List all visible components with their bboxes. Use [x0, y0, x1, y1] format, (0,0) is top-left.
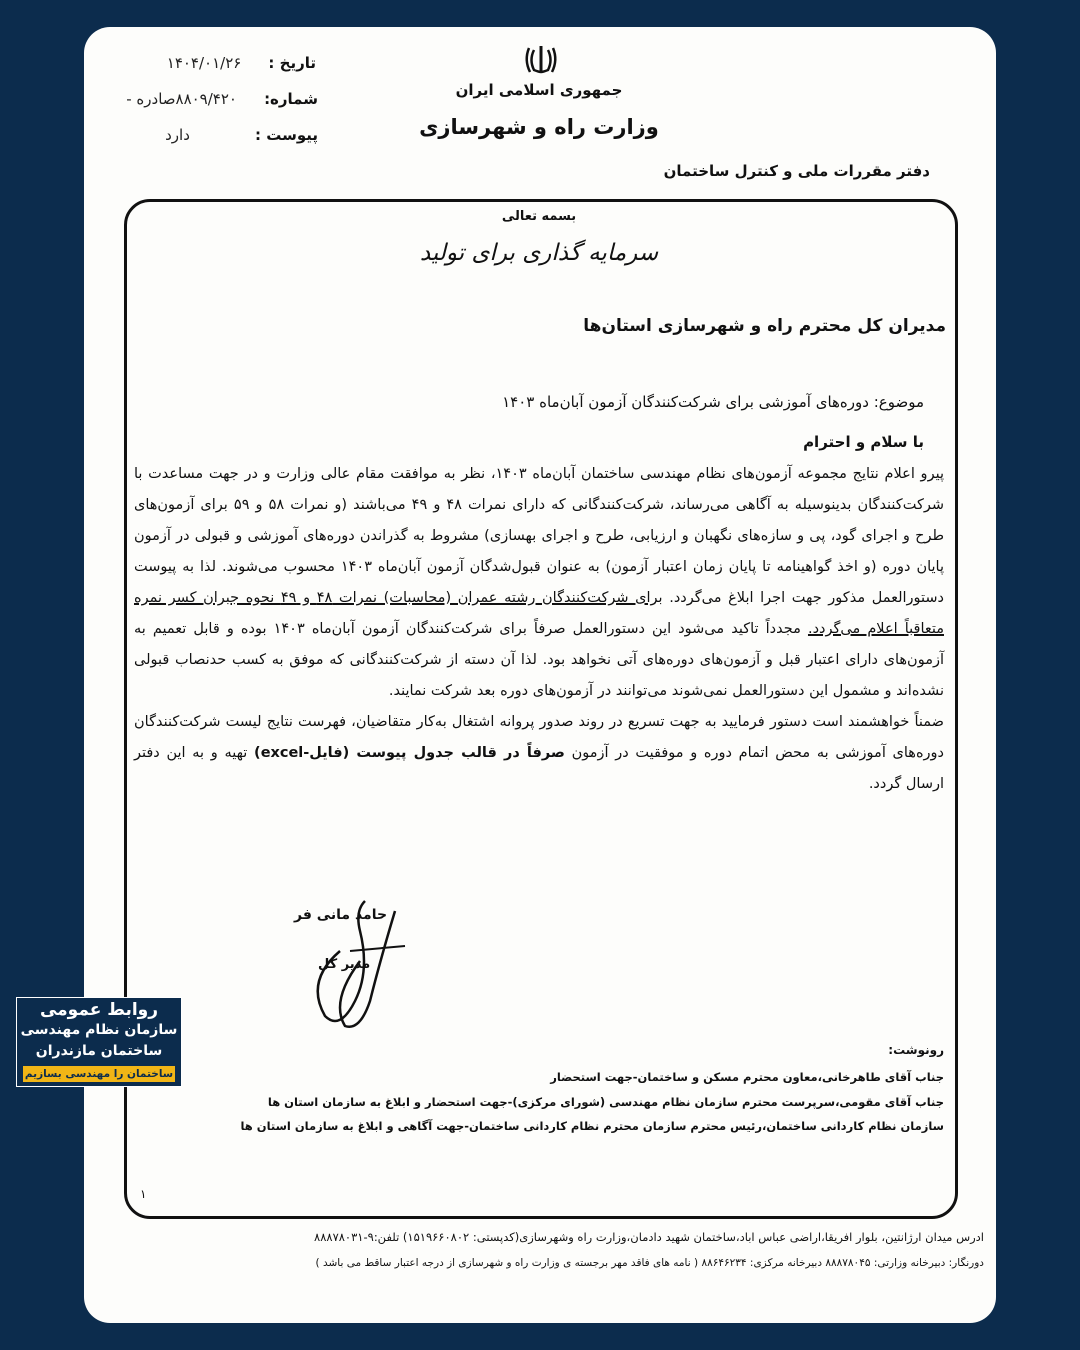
publisher-badge	[16, 997, 182, 1087]
paragraph-2-text-2: تهیه و به این دفتر ارسال گردد.	[134, 745, 944, 792]
office-name: دفتر مقررات ملی و کنترل ساختمان	[663, 162, 930, 180]
number-row	[88, 89, 318, 108]
attachment-label: پیوست :	[254, 126, 318, 144]
cc-item: جناب آقای مقومی،سرپرست محترم سازمان نظام مهندسی (شورای مرکزی)-جهت استحضار و ابلاغ به سازمان استان ها	[267, 1095, 944, 1109]
attachment-row	[118, 125, 318, 144]
recipient: مدیران کل محترم راه و شهرسازی استان‌ها	[583, 316, 946, 336]
date-row	[116, 53, 316, 72]
slogan: سرمایه گذاری برای تولید	[419, 240, 659, 266]
date-label: تاریخ :	[268, 54, 316, 72]
number-label: شماره:	[264, 90, 318, 108]
paragraph-2-text: ضمناً خواهشمند است دستور فرمایید به جهت تسریع در روند صدور پروانه اشتغال به‌کار متقاضیان، فهرست نتایج لیست شرکت‌کنندگان دوره‌های آموزشی به محض اتمام دوره و موفقیت در آزمون	[134, 714, 945, 761]
letter-page	[84, 27, 996, 1323]
paragraph-1-text: پیرو اعلام نتایج مجموعه آزمون‌های نظام مهندسی ساختمان آبان‌ماه ۱۴۰۳، نظر به موافقت مقام عالی وزارت و در جهت مساعدت با شرکت‌کنندگان بدینوسیله به آگاهی می‌رساند، شرکت‌کنندگانی که دارای نمرات ۴۸ و ۴۹ می‌باشند (و نمرات ۵۸ و ۵۹ برای آزمون‌های طرح و اجرای گود، پی و سازه‌های نگهبان و ارزیابی، طرح و اجرای بهسازی) مشروط به گذراندن دوره‌های آموزشی و قبولی در آزمون پایان دوره (و اخذ گواهینامه تا پایان زمان اعتبار آزمون) به عنوان قبول‌شدگان آزمون آبان‌ماه ۱۴۰۳ محسوب می‌شوند. لذا به پیوست دستورالعمل مذکور جهت اجرا ابلاغ می‌گردد.	[134, 466, 945, 606]
country-name: جمهوری اسلامی ایران	[455, 81, 623, 99]
letter-body	[134, 459, 944, 800]
paragraph-2-bold: صرفاً در قالب جدول پیوست (فایل-excel)	[254, 745, 565, 761]
badge-line-3: ساختمان مازندران	[35, 1043, 163, 1059]
paragraph-1-underlined: برای شرکت‌کنندگان رشته عمران (محاسبات) نمرات ۴۸ و ۴۹ نحوه جبران کسر نمره متعاقباً اعلام می‌گردد.	[134, 590, 944, 637]
paragraph-1-text-2: مجدداً تاکید می‌شود این دستورالعمل صرفاً برای شرکت‌کنندگان آزمون آبان‌ماه ۱۴۰۳ بوده و قابل تعمیم به آزمون‌های دارای اعتبار قبل و آزمون‌های دوره‌های آتی نخواهد بود. لذا آن دسته از شرکت‌کنندگانی که موفق به کسب حدنصاب قبولی نشده‌اند و مشمول این دستورالعمل نمی‌شوند می‌توانند در آزمون‌های دوره بعد شرکت نمایند.	[134, 621, 944, 699]
basmala: بسمه تعالی	[501, 209, 577, 224]
paragraph-1	[134, 459, 944, 707]
ministry-name: وزارت راه و شهرسازی	[419, 115, 659, 139]
date-value: ۱۴۰۴/۰۱/۲۶	[166, 54, 242, 72]
signer-name: حامد مانی فر	[294, 907, 388, 923]
page-number: ۱	[140, 1187, 147, 1201]
footer-secretariat: دورنگار: دبیرخانه وزارتی: ۸۸۸۷۸۰۴۵ دبیرخانه مرکزی: ۸۸۶۴۶۲۳۴ ( نامه های فاقد مهر برجسته ی وزارت راه و شهرسازی از درجه اعتبار ساقط می باشد )	[315, 1257, 984, 1269]
paragraph-2	[134, 707, 944, 800]
badge-tagline: ساختمان را مهندسی بسازیم	[24, 1068, 174, 1080]
subject-line: موضوع: دوره‌های آموزشی برای شرکت‌کنندگان آزمون آبان‌ماه ۱۴۰۳	[502, 393, 924, 411]
signer-title: مدیر کل	[318, 957, 371, 972]
greeting: با سلام و احترام	[803, 433, 924, 451]
badge-line-1: روابط عمومی	[39, 1000, 159, 1020]
number-value: ۸۸۰۹/۴۲۰صادره -	[126, 90, 237, 108]
footer-address: ادرس میدان ارژانتین، بلوار افریقا،اراضی عباس اباد،ساختمان شهید دادمان،وزارت راه وشهرسازی(کدپستی: ۱۵۱۹۶۶۰۸۰۲) تلفن:۹-۸۸۸۷۸۰۳۱	[314, 1230, 984, 1244]
cc-title: رونوشت:	[888, 1043, 944, 1057]
attachment-value: دارد	[165, 126, 190, 144]
cc-item: جناب آقای طاهرخانی،معاون محترم مسکن و ساختمان-جهت استحضار	[550, 1070, 944, 1084]
iran-emblem-icon	[521, 44, 561, 76]
badge-line-2: سازمان نظام مهندسی	[20, 1022, 178, 1038]
cc-item: سازمان نظام کاردانی ساختمان،رئیس محترم سازمان محترم نظام کاردانی ساختمان-جهت آگاهی و ابلاغ به سازمان استان ها	[240, 1119, 944, 1133]
